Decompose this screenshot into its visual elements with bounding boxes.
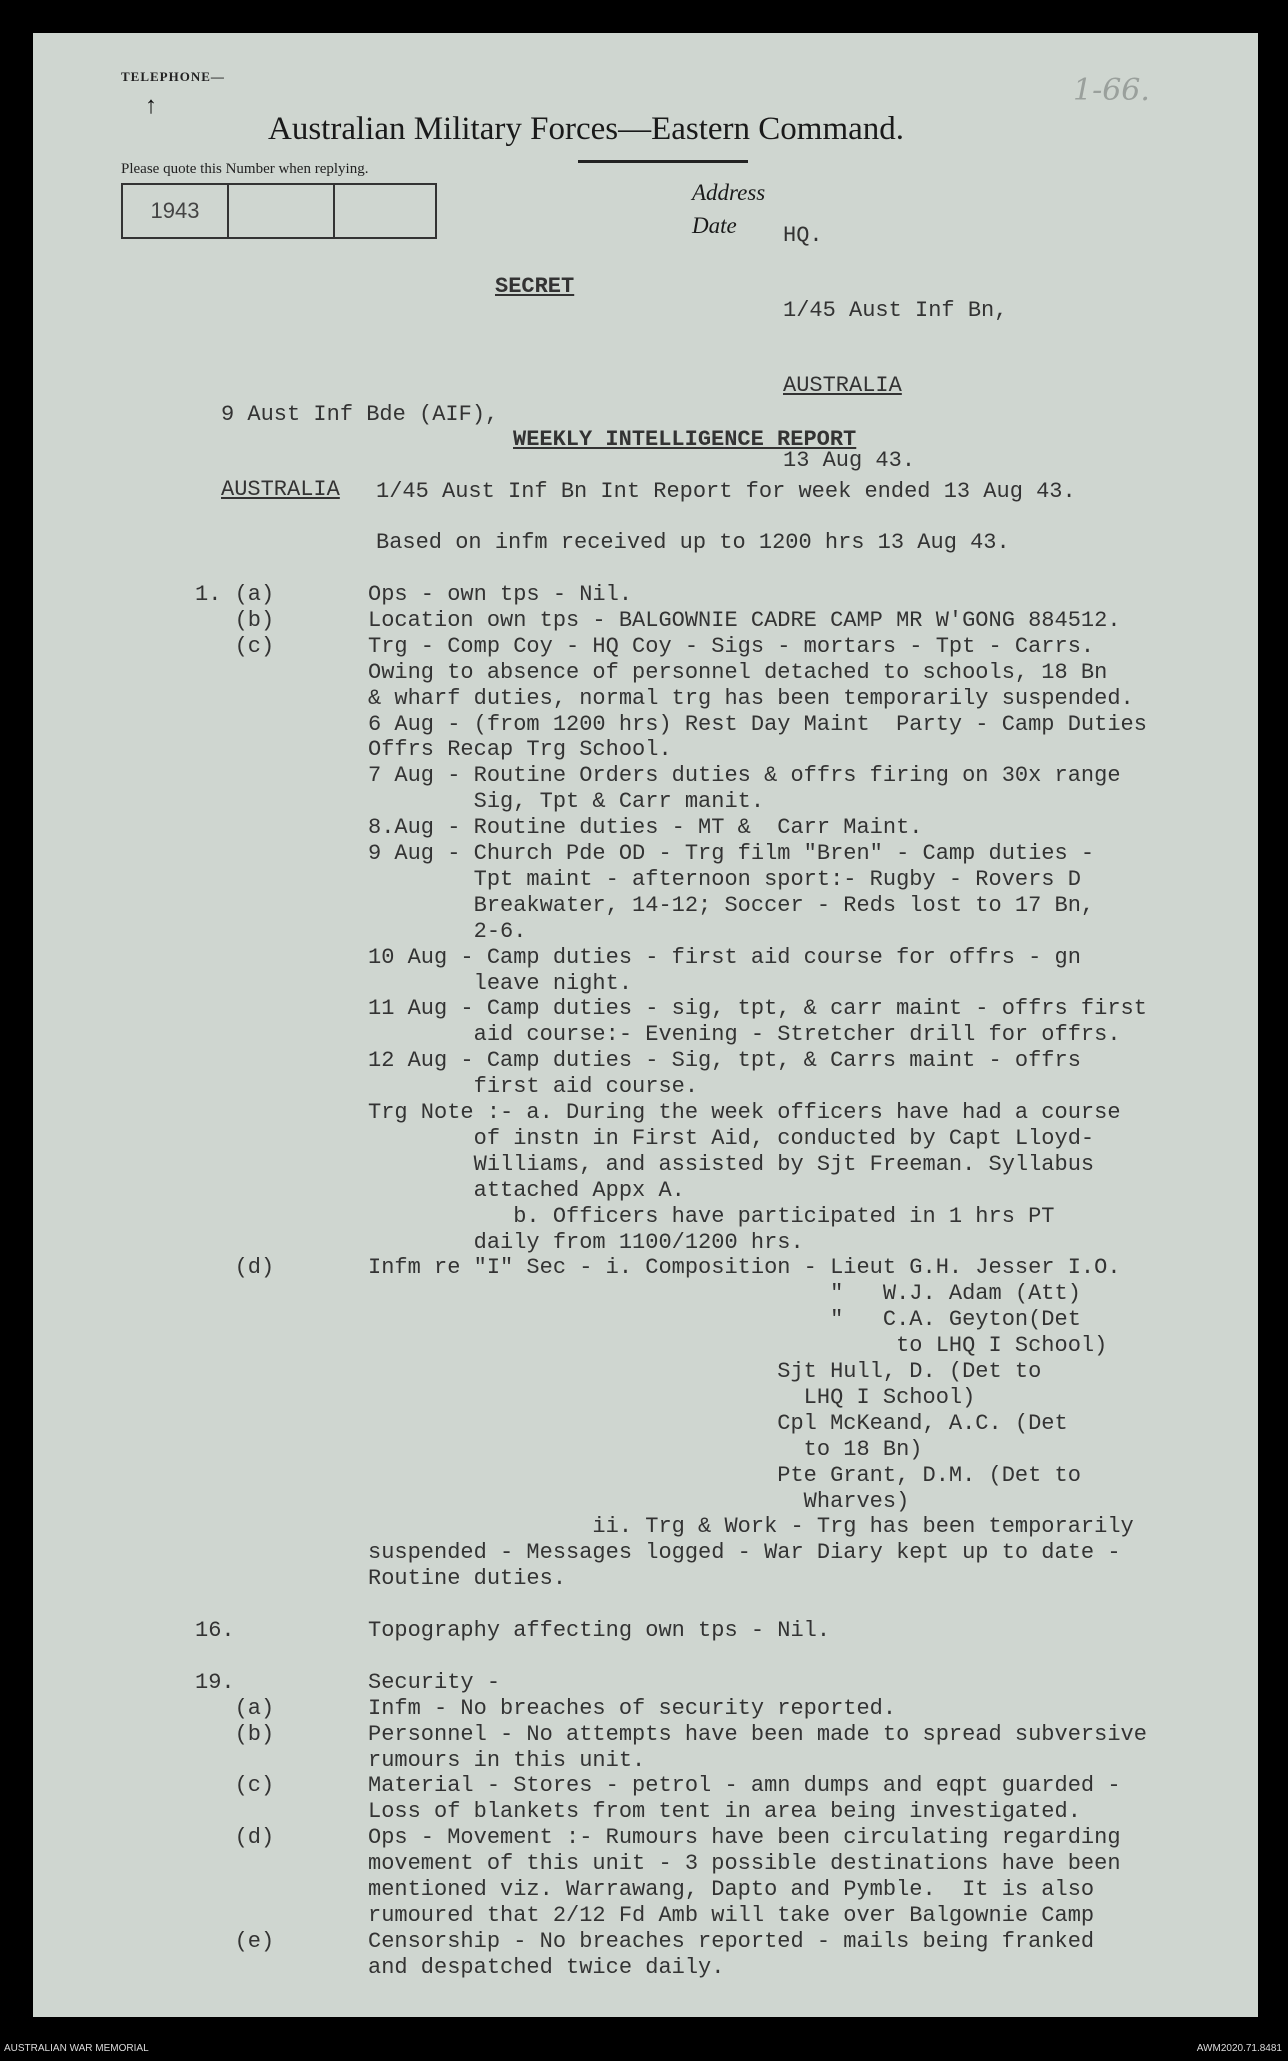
reference-cell-3 (335, 185, 435, 237)
line-text: Breakwater, 14-12; Soccer - Reds lost to 17 Bn, (368, 892, 1095, 918)
date-value: 13 Aug 43. (783, 448, 916, 473)
address-label: Address (692, 180, 766, 205)
line-text: LHQ I School) (368, 1384, 976, 1410)
telephone-label: TELEPHONE— (121, 69, 225, 84)
letterhead-rule (578, 160, 748, 163)
paragraph-marker: (c) (195, 1773, 275, 1799)
paragraph-marker: (d) (195, 1255, 275, 1281)
line-text: Williams, and assisted by Sjt Freeman. Syllabus (368, 1151, 1095, 1177)
line-text: to 18 Bn) (368, 1436, 923, 1462)
address-line-2: 1/45 Aust Inf Bn, (783, 298, 1008, 323)
footer-archive-name: AUSTRALIAN WAR MEMORIAL (4, 2043, 149, 2054)
paragraph-marker: (b) (195, 607, 275, 633)
line-text: rumours in this unit. (368, 1747, 646, 1773)
line-text: mentioned viz. Warrawang, Dapto and Pymble. It is also (368, 1877, 1095, 1902)
line-text: 2-6. (368, 918, 527, 944)
line-text: 7 Aug - Routine Orders duties & offrs firing on 30x range (368, 763, 1121, 789)
recipient-line-1: 9 Aust Inf Bde (AIF), (221, 402, 499, 427)
line-text: attached Appx A. (368, 1177, 685, 1203)
line-text: rumoured that 2/12 Fd Amb will take over Balgownie Camp (368, 1902, 1095, 1928)
line-text: leave night. (368, 970, 633, 996)
line-text: 8.Aug - Routine duties - MT & Carr Maint. (368, 815, 923, 841)
paragraph-marker: 19. (195, 1669, 235, 1695)
line-text: suspended - Messages logged - War Diary kept up to date - (368, 1540, 1121, 1566)
line-text: Trg - Comp Coy - HQ Coy - Sigs - mortars - Tpt - Carrs. (368, 633, 1095, 659)
line-text: b. Officers have participated in 1 hrs PT (368, 1203, 1055, 1229)
paragraph-marker: 16. (195, 1618, 235, 1643)
line-text: Wharves) (368, 1488, 910, 1514)
paragraph-marker: (a) (195, 1695, 275, 1721)
line-text: 10 Aug - Camp duties - first aid course for offrs - gn (368, 944, 1081, 970)
paragraph-marker: 1. (a) (195, 582, 275, 607)
line-text: 11 Aug - Camp duties - sig, tpt, & carr maint - offrs first (368, 996, 1147, 1022)
line-text: of instn in First Aid, conducted by Capt Lloyd- (368, 1125, 1095, 1151)
paragraph-marker: (d) (195, 1825, 275, 1851)
paragraph-marker: (b) (195, 1721, 275, 1747)
line-text: 12 Aug - Camp duties - Sig, tpt, & Carrs maint - offrs (368, 1048, 1081, 1074)
line-text: Tpt maint - afternoon sport:- Rugby - Rovers D (368, 866, 1081, 892)
intro-line-1: 1/45 Aust Inf Bn Int Report for week ended 13 Aug 43. (376, 479, 1076, 504)
line-text: Loss of blankets from tent in area being investigated. (368, 1799, 1081, 1825)
date-label: Date (692, 213, 737, 238)
paragraph-marker: (c) (195, 633, 275, 659)
reference-number-box (121, 183, 437, 239)
footer-archive-id: AWM2020.71.8481 (1196, 2043, 1282, 2054)
line-text: Owing to absence of personnel detached to schools, 18 Bn (368, 659, 1108, 685)
line-text: aid course:- Evening - Stretcher drill for offrs. (368, 1022, 1121, 1048)
line-text: first aid course. (368, 1074, 699, 1100)
line-text: Pte Grant, D.M. (Det to (368, 1462, 1081, 1488)
line-text: Routine duties. (368, 1566, 567, 1592)
line-text: 9 Aug - Church Pde OD - Trg film "Bren" - Camp duties - (368, 841, 1095, 866)
line-text: to LHQ I School) (368, 1333, 1108, 1359)
recipient-block (221, 352, 498, 552)
line-text: Topography affecting own tps - Nil. (368, 1618, 831, 1643)
report-body (33, 582, 1258, 2002)
line-text: Infm re "I" Sec - i. Composition - Lieut G.H. Jesser I.O. (368, 1255, 1121, 1281)
line-text: Sjt Hull, D. (Det to (368, 1359, 1042, 1384)
line-text: " W.J. Adam (Att) (368, 1281, 1081, 1307)
line-text: Ops - Movement :- Rumours have been circulating regarding (368, 1825, 1121, 1851)
reference-cell-year: 1943 (123, 185, 229, 237)
paragraph-marker: (e) (195, 1928, 275, 1954)
report-title: WEEKLY INTELLIGENCE REPORT (513, 427, 857, 452)
line-text: movement of this unit - 3 possible destinations have been (368, 1851, 1121, 1877)
reference-cell-2 (229, 185, 335, 237)
line-text: ii. Trg & Work - Trg has been temporarily (368, 1514, 1134, 1540)
address-line-3: AUSTRALIA (783, 373, 902, 398)
line-text: Cpl McKeand, A.C. (Det (368, 1410, 1068, 1436)
line-text: 6 Aug - (from 1200 hrs) Rest Day Maint Party - Camp Duties (368, 711, 1147, 737)
line-text: Location own tps - BALGOWNIE CADRE CAMP MR W'GONG 884512. (368, 607, 1121, 633)
page-reference: 1-66. (1073, 73, 1150, 108)
line-text: Security - (368, 1669, 501, 1695)
line-text: Personnel - No attempts have been made to spread subversive (368, 1721, 1147, 1747)
quote-note: Please quote this Number when replying. (121, 161, 369, 177)
line-text: Ops - own tps - Nil. (368, 582, 633, 607)
line-text: & wharf duties, normal trg has been temporarily suspended. (368, 685, 1134, 711)
line-text: " C.A. Geyton(Det (368, 1307, 1081, 1333)
letterhead-title: Australian Military Forces—Eastern Command. (268, 111, 905, 147)
intro-line-2: Based on infm received up to 1200 hrs 13 Aug 43. (376, 530, 1010, 555)
line-text: Censorship - No breaches reported - mails being franked (368, 1928, 1095, 1954)
telephone-mark: ↑ (145, 93, 157, 119)
recipient-line-2: AUSTRALIA (221, 477, 340, 502)
line-text: and despatched twice daily. (368, 1954, 725, 1980)
line-text: Material - Stores - petrol - amn dumps and eqpt guarded - (368, 1773, 1121, 1799)
classification: SECRET (495, 274, 575, 299)
line-text: daily from 1100/1200 hrs. (368, 1229, 804, 1255)
address-block (783, 173, 1007, 523)
line-text: Infm - No breaches of security reported. (368, 1695, 897, 1721)
line-text: Sig, Tpt & Carr manit. (368, 789, 765, 815)
document-page (33, 33, 1258, 2017)
address-line-1: HQ. (783, 223, 823, 248)
line-text: Offrs Recap Trg School. (368, 737, 672, 763)
line-text: Trg Note :- a. During the week officers have had a course (368, 1100, 1121, 1125)
